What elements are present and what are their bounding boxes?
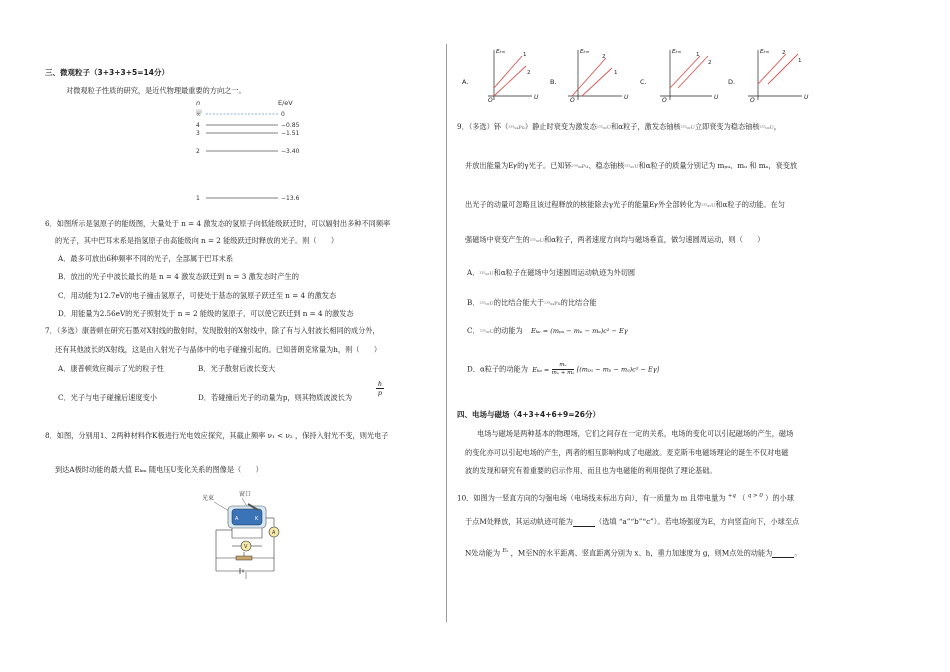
svg-text:A: A — [272, 530, 276, 536]
q7-stem-line1: 7．（多选）康普顿在研究石墨对X射线的散射时，发现散射的X射线中，除了有与入射波长相同的成分外， — [45, 326, 380, 335]
q10-line2: 于点M处释放，其运动轨迹可能为 （选填 “a”“b”“c”）。若电场强度为E，方向竖直向下，小球至点 — [465, 517, 800, 526]
svg-text:U: U — [804, 94, 809, 101]
svg-text:−3.40: −3.40 — [281, 148, 300, 155]
svg-text:A.: A. — [462, 78, 469, 86]
svg-text:A: A — [235, 516, 239, 522]
svg-text:1: 1 — [696, 52, 700, 58]
level-inf — [196, 111, 285, 118]
q10-line1: 10．如图为一竖直方向的匀强电场（电场线未标出方向），有一质量为 m 且带电量为 $^{+q}$ （ $^{q > 0}$ ）的小球 — [457, 493, 794, 503]
svg-text:3: 3 — [196, 130, 200, 137]
q9-stem-line4: 强磁场中衰变产生的²³⁵₉₂U和α粒子，两者速度方向均与磁场垂直，做匀速圆周运动，则（ ） — [465, 235, 765, 244]
q8-stem-line2: 到达A极时动能的最大值 Eₖₘ 随电压U变化关系的图像是（ ） — [55, 465, 263, 474]
svg-text:∞: ∞ — [196, 111, 201, 118]
level-3 — [196, 130, 300, 137]
graph-b — [550, 49, 629, 104]
q7-fraction: h p — [377, 380, 383, 397]
q9-option-b: B．²³⁵₉₂U的比结合能大于²³⁹₉₄Pu的比结合能 — [467, 298, 597, 307]
q9-stem-line2: 并放出能量为E𝛾的γ光子。已知钚²³⁹₉₄Pu、稳态铀核²³⁵₉₂U和α粒子的质量分别记为 mₚᵤ、mᵤ 和 mₐ，衰变放 — [465, 161, 798, 170]
svg-text:1: 1 — [523, 52, 527, 58]
svg-text:V: V — [244, 544, 248, 550]
q9-stem-line3: 出光子的动量可忽略且该过程释放的核能除去γ光子的能量E𝛾外全部转化为²³⁵₉₂U和α粒子的动能。在匀 — [465, 200, 785, 209]
graph-c — [640, 49, 719, 104]
svg-text:Eₖₘ: Eₖₘ — [760, 49, 770, 55]
q9-option-a: A．²³⁵₉₂U和α粒子在磁场中匀速圆周运动轨迹为外切圆 — [467, 268, 636, 277]
svg-text:B.: B. — [550, 78, 557, 86]
q6-option-a: A．最多可放出6种频率不同的光子，全部属于巴耳末系 — [58, 254, 234, 263]
svg-text:−1.51: −1.51 — [281, 130, 300, 137]
level-4 — [196, 122, 300, 129]
svg-text:光束: 光束 — [202, 495, 215, 502]
svg-text:窗口: 窗口 — [239, 491, 252, 498]
q6-option-b: B．放出的光子中波长最长的是 n = 4 激发态跃迁到 n = 3 激发态时产生的 — [58, 272, 299, 281]
q6-stem-line2: 的光子，其中巴耳末系是指氢原子由高能级向 n = 2 能级跃迁时释放的光子。则（ ） — [55, 236, 339, 245]
section4-intro-line2: 的变化亦可以引起电场的产生，两者的相互影响构成了电磁波。麦克斯韦电磁场理论的诞生不仅对电磁 — [465, 448, 789, 457]
q7-option-c: C．光子与电子碰撞后速度变小 — [58, 393, 157, 402]
svg-text:Eₖₘ: Eₖₘ — [496, 49, 506, 55]
q8-stem-line1: 8．如图，分别用1、2两种材料作K极进行光电效应探究，其截止频率 ν₁ < ν₂ ，保持入射光不变，则光电子 — [45, 431, 389, 440]
svg-text:1: 1 — [196, 195, 200, 202]
q6-option-c: C．用动能为12.7eV的电子撞击氢原子，可使处于基态的氢原子跃迁至 n = 4 的激发态 — [58, 291, 337, 300]
q10-blank-kinetic-energy[interactable] — [772, 549, 794, 558]
n-axis-label: n — [196, 99, 201, 107]
e-axis-label: E/eV — [278, 99, 293, 107]
q9-option-d: D．α粒子的动能为 Eₖₐ = $\frac{\text{mᵤ}}{\text{mᵤ + mₐ}}$ [(mₚᵤ − mᵤ − mₐ)c² − E𝛾] — [467, 362, 660, 376]
q6-stem-line1: 6．如图所示是氢原子的能级图，大量处于 n = 4 激发态的氢原子向低能级跃迁时，可以辐射出多种不同频率 — [45, 219, 391, 228]
svg-text:U: U — [534, 94, 539, 101]
svg-text:−0.85: −0.85 — [281, 122, 300, 129]
svg-text:Eₖₘ: Eₖₘ — [672, 49, 682, 55]
svg-text:2: 2 — [782, 50, 786, 56]
q7-option-b: B．光子散射后波长变大 — [198, 364, 276, 373]
q9-option-c: C．²³⁵₉₂U的动能为 Eₖᵤ = (mₚᵤ − mᵤ − mₐ)c² − E𝛾 — [467, 326, 628, 335]
svg-text:K: K — [255, 516, 259, 522]
section3-intro: 对微观粒子性质的研究，是近代物理最重要的方向之一。 — [66, 86, 246, 95]
q6-option-d: D．用能量为2.56eV的光子照射处于 n = 2 能级的氢原子，可以使它跃迁到 n = 4 的激发态 — [58, 309, 354, 318]
svg-text:C.: C. — [640, 78, 647, 86]
svg-text:O: O — [662, 97, 667, 104]
photoelectric-apparatus-figure — [200, 486, 292, 582]
q10-line3: N处动能为 $^{E_k}$ ，M至N的水平距离、竖直距离分别为 x、h，重力加速度为 g，则M点处的动能为 。 — [465, 548, 802, 558]
q10-blank-trajectory[interactable] — [573, 518, 595, 527]
section4-title: 四、电场与磁场（4+3+4+6+9=26分） — [457, 410, 600, 419]
q7-option-a: A．康普顿效应揭示了光的粒子性 — [58, 364, 164, 373]
graph-d — [728, 49, 809, 104]
svg-text:2: 2 — [602, 54, 606, 60]
q7-option-d: D．若碰撞后光子的动量为p，则其物质波波长为 — [198, 393, 353, 402]
svg-text:1: 1 — [614, 70, 618, 76]
svg-text:2: 2 — [196, 148, 200, 155]
section3-title: 三、微观粒子（3+3+3+5=14分） — [45, 68, 169, 77]
level-1 — [196, 195, 300, 202]
svg-text:O: O — [570, 97, 575, 104]
q7-stem-line2: 还有其他波长的X射线，这是由入射光子与晶体中的电子碰撞引起的。已知普朗克常量为h，则（ ） — [55, 345, 382, 354]
svg-text:D.: D. — [728, 78, 736, 86]
svg-text:U: U — [714, 94, 719, 101]
svg-text:0: 0 — [281, 111, 285, 118]
q9-c-formula: Eₖᵤ = (mₚᵤ − mᵤ − mₐ)c² − E𝛾 — [531, 327, 628, 335]
graph-a — [462, 49, 539, 104]
q9-d-fraction: $\frac{\text{mᵤ}}{\text{mᵤ + mₐ}}$ — [551, 362, 575, 376]
svg-text:4: 4 — [196, 122, 200, 129]
level-2 — [196, 148, 300, 155]
energy-level-diagram — [190, 96, 320, 208]
svg-text:U: U — [624, 94, 629, 101]
svg-text:O: O — [750, 97, 755, 104]
svg-text:−13.6: −13.6 — [281, 195, 300, 202]
svg-text:2: 2 — [708, 60, 712, 66]
column-divider — [446, 44, 447, 622]
svg-text:1: 1 — [798, 58, 802, 64]
q8-option-graphs — [460, 44, 820, 104]
svg-text:Eₖₘ: Eₖₘ — [580, 49, 590, 55]
section4-intro-line1: 电场与磁场是两种基本的物理场，它们之间存在一定的关系，电场的变化可以引起磁场的产生，磁场 — [477, 429, 794, 438]
section4-intro-line3: 波的发现和研究有着重要的启示作用，而且也为电磁能的利用提供了理论基础。 — [465, 466, 717, 475]
q9-stem-line1: 9．（多选）钚（²³⁹₉₄Pu）静止时衰变为激发态²³⁵₉₂U和α粒子，激发态铀核²³⁵₉₂U立即衰变为稳态铀核²³⁵₉₂U， — [457, 122, 781, 131]
svg-text:2: 2 — [527, 70, 531, 76]
svg-text:O: O — [488, 97, 493, 104]
